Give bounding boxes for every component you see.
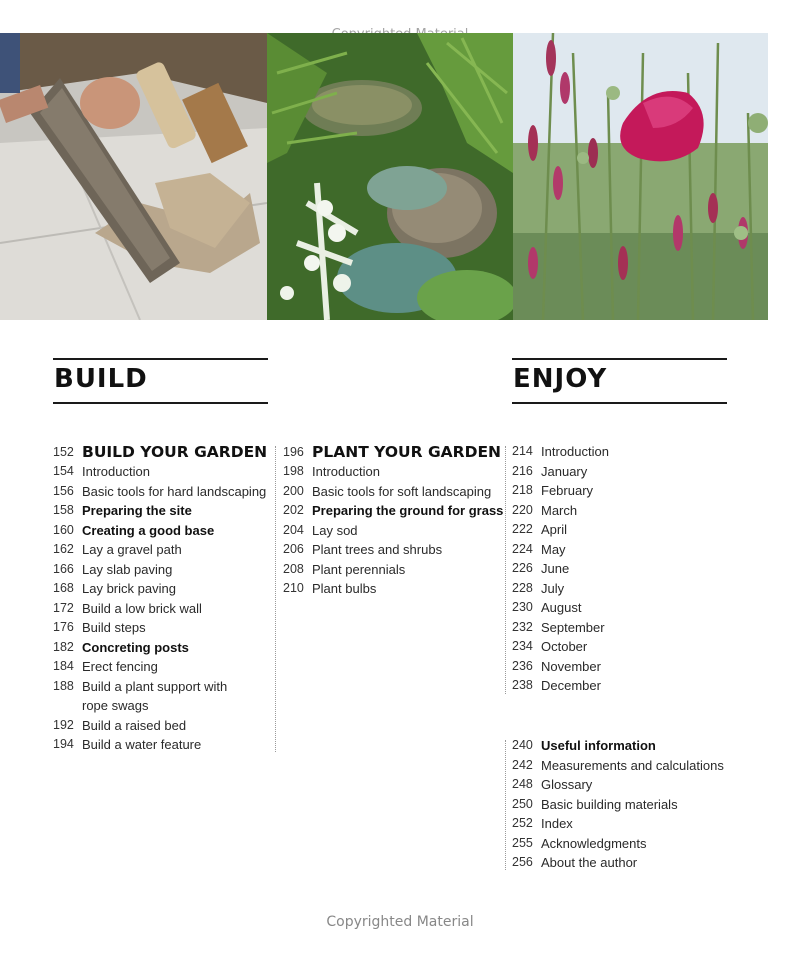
toc-entry[interactable] bbox=[283, 501, 503, 521]
page-number: 232 bbox=[512, 619, 533, 634]
page-number: 204 bbox=[283, 522, 304, 537]
toc-entry[interactable] bbox=[53, 618, 267, 638]
toc-entry[interactable] bbox=[53, 560, 267, 580]
toc-entry[interactable] bbox=[53, 579, 267, 599]
page-number: 218 bbox=[512, 483, 533, 497]
toc-part-heading: PLANT YOUR GARDEN bbox=[312, 443, 502, 461]
toc-entry-title: Build a water feature bbox=[82, 737, 202, 752]
toc-entry-title: Introduction bbox=[312, 464, 380, 479]
page-number: 158 bbox=[53, 503, 74, 517]
toc-entry-title: December bbox=[541, 678, 601, 693]
toc-entry[interactable] bbox=[53, 501, 267, 521]
page-number: 228 bbox=[512, 580, 533, 595]
page-number: 226 bbox=[512, 561, 533, 575]
page-number: 198 bbox=[283, 464, 304, 478]
toc-entry-title: November bbox=[541, 658, 601, 674]
page-number: 168 bbox=[53, 581, 74, 595]
page-number: 154 bbox=[53, 464, 74, 478]
toc-entry-title: Plant trees and shrubs bbox=[312, 542, 443, 557]
toc-entry[interactable] bbox=[283, 560, 503, 580]
toc-column-build bbox=[53, 442, 267, 755]
section-title-enjoy: ENJOY bbox=[513, 364, 608, 394]
page-number: 256 bbox=[512, 855, 533, 869]
toc-entry-title: Basic tools for hard landscaping bbox=[82, 483, 267, 499]
column-divider bbox=[505, 740, 506, 870]
page-number: 240 bbox=[512, 738, 533, 752]
toc-entry[interactable] bbox=[53, 696, 267, 716]
page-number: 238 bbox=[512, 678, 533, 692]
toc-column-reference bbox=[512, 736, 724, 873]
page-number: 160 bbox=[53, 522, 74, 537]
toc-entry[interactable] bbox=[512, 462, 609, 482]
toc-entry-title: June bbox=[541, 561, 570, 576]
page-number: 152 bbox=[53, 445, 74, 459]
toc-entry-title: Erect fencing bbox=[82, 659, 158, 674]
page-number: 196 bbox=[283, 445, 304, 459]
toc-entry[interactable] bbox=[283, 462, 503, 482]
toc-entry-title: Lay a gravel path bbox=[82, 542, 182, 557]
toc-entry-title: February bbox=[541, 483, 594, 498]
toc-entry-title: Glossary bbox=[541, 777, 593, 792]
toc-entry-title: Introduction bbox=[541, 444, 609, 459]
header-photo-strip bbox=[0, 33, 768, 320]
toc-entry[interactable] bbox=[512, 657, 609, 677]
page-number: 250 bbox=[512, 796, 533, 811]
toc-entry-title: July bbox=[541, 580, 565, 596]
toc-entry[interactable] bbox=[512, 676, 609, 696]
page-number: 184 bbox=[53, 659, 74, 673]
page-number: 156 bbox=[53, 483, 74, 498]
toc-entry[interactable] bbox=[53, 482, 267, 502]
hosta-fern-pond-photo bbox=[267, 33, 513, 320]
toc-entry[interactable] bbox=[512, 579, 609, 599]
page-number: 224 bbox=[512, 541, 533, 556]
toc-part-heading: BUILD YOUR GARDEN bbox=[82, 443, 268, 461]
toc-entry[interactable] bbox=[53, 677, 267, 697]
page-number: 176 bbox=[53, 620, 74, 634]
toc-entry-title: Build a low brick wall bbox=[82, 600, 202, 616]
toc-entry[interactable] bbox=[512, 834, 724, 854]
toc-entry[interactable] bbox=[512, 442, 609, 462]
toc-column-enjoy bbox=[512, 442, 609, 696]
page-number: 214 bbox=[512, 444, 533, 458]
page-number: 192 bbox=[53, 717, 74, 732]
page-number: 242 bbox=[512, 757, 533, 772]
toc-entry-title: Lay sod bbox=[312, 522, 358, 538]
toc-entry[interactable] bbox=[512, 814, 724, 834]
toc-entry[interactable] bbox=[512, 795, 724, 815]
toc-entry[interactable] bbox=[512, 618, 609, 638]
toc-entry-title: January bbox=[541, 463, 588, 479]
toc-entry[interactable] bbox=[512, 540, 609, 560]
toc-entry-title: Preparing the ground for grass bbox=[312, 503, 504, 518]
toc-entry-title: Build a plant support with bbox=[82, 678, 228, 694]
toc-entry[interactable] bbox=[512, 736, 724, 756]
toc-entry-title: Concreting posts bbox=[82, 639, 189, 655]
toc-entry-title: Index bbox=[541, 816, 573, 831]
toc-column-plant bbox=[283, 442, 503, 599]
page-number: 172 bbox=[53, 600, 74, 615]
page-number: 208 bbox=[283, 561, 304, 576]
toc-entry[interactable] bbox=[283, 442, 503, 462]
toc-entry[interactable] bbox=[512, 775, 724, 795]
poppy-sanguisorba-photo bbox=[513, 33, 768, 320]
heading-rule-bottom bbox=[512, 402, 727, 404]
toc-entry-title: Lay slab paving bbox=[82, 561, 173, 577]
toc-entry[interactable] bbox=[512, 559, 609, 579]
toc-entry[interactable] bbox=[512, 853, 724, 873]
toc-entry-title: Lay brick paving bbox=[82, 581, 176, 596]
section-header-build bbox=[53, 358, 268, 394]
toc-entry-title: Build a raised bed bbox=[82, 717, 187, 733]
toc-entry[interactable] bbox=[512, 756, 724, 776]
toc-entry[interactable] bbox=[53, 462, 267, 482]
toc-entry-title: April bbox=[541, 522, 568, 537]
toc-entry-title: Creating a good base bbox=[82, 522, 215, 538]
column-divider bbox=[505, 446, 506, 694]
page-number: 206 bbox=[283, 542, 304, 556]
section-title-build: BUILD bbox=[54, 364, 148, 394]
page-number: 252 bbox=[512, 816, 533, 830]
toc-entry[interactable] bbox=[283, 540, 503, 560]
toc-entry-title: Plant perennials bbox=[312, 561, 406, 577]
toc-entry[interactable] bbox=[53, 599, 267, 619]
page-number: 248 bbox=[512, 777, 533, 791]
toc-entry[interactable] bbox=[53, 442, 267, 462]
toc-entry-title: September bbox=[541, 619, 605, 635]
toc-entry-title: About the author bbox=[541, 855, 638, 870]
watermark-bottom: Copyrighted Material bbox=[326, 914, 474, 930]
page-number: 194 bbox=[53, 737, 74, 751]
toc-entry-title: rope swags bbox=[82, 698, 149, 713]
toc-entry[interactable] bbox=[53, 540, 267, 560]
page-number: 182 bbox=[53, 639, 74, 654]
page-number: 210 bbox=[283, 581, 304, 595]
toc-entry[interactable] bbox=[512, 520, 609, 540]
trowel-mortar-photo bbox=[0, 33, 267, 320]
heading-rule-top bbox=[512, 358, 727, 360]
toc-entry-title: Plant bulbs bbox=[312, 581, 377, 596]
toc-entry-title: Measurements and calculations bbox=[541, 757, 724, 773]
toc-entry-title: May bbox=[541, 541, 566, 557]
page-number: 220 bbox=[512, 502, 533, 517]
heading-rule-top bbox=[53, 358, 268, 360]
page-number: 202 bbox=[283, 503, 304, 517]
section-header-enjoy bbox=[512, 358, 727, 394]
toc-entry[interactable] bbox=[283, 579, 503, 599]
heading-rule-bottom bbox=[53, 402, 268, 404]
toc-entry[interactable] bbox=[53, 657, 267, 677]
page-number: 230 bbox=[512, 600, 533, 614]
page-number: 200 bbox=[283, 483, 304, 498]
toc-entry-title: Preparing the site bbox=[82, 503, 192, 518]
page-number: 255 bbox=[512, 835, 533, 850]
page-number: 234 bbox=[512, 639, 533, 653]
toc-entry[interactable] bbox=[283, 482, 503, 502]
toc-entry-title: Acknowledgments bbox=[541, 835, 647, 851]
page-number: 236 bbox=[512, 658, 533, 673]
toc-entry[interactable] bbox=[53, 735, 267, 755]
toc-entry-title: August bbox=[541, 600, 582, 615]
page-number: 166 bbox=[53, 561, 74, 576]
page-number: 188 bbox=[53, 678, 74, 693]
toc-entry[interactable] bbox=[53, 638, 267, 658]
toc-entry-title: Build steps bbox=[82, 620, 146, 635]
toc-entry[interactable] bbox=[512, 598, 609, 618]
toc-entry-title: Basic building materials bbox=[541, 796, 678, 812]
toc-entry-title: October bbox=[541, 639, 588, 654]
toc-entry[interactable] bbox=[283, 521, 503, 541]
page-number: 216 bbox=[512, 463, 533, 478]
toc-entry[interactable] bbox=[512, 481, 609, 501]
toc-entry-title: Useful information bbox=[541, 738, 656, 753]
page-number: 162 bbox=[53, 542, 74, 556]
toc-entry[interactable] bbox=[512, 501, 609, 521]
toc-entry[interactable] bbox=[512, 637, 609, 657]
toc-entry[interactable] bbox=[53, 716, 267, 736]
toc-entry[interactable] bbox=[53, 521, 267, 541]
page-number: 222 bbox=[512, 522, 533, 536]
column-divider bbox=[275, 446, 276, 752]
toc-entry-title: Basic tools for soft landscaping bbox=[312, 483, 492, 499]
toc-entry-title: Introduction bbox=[82, 464, 150, 479]
toc-entry-title: March bbox=[541, 502, 578, 518]
